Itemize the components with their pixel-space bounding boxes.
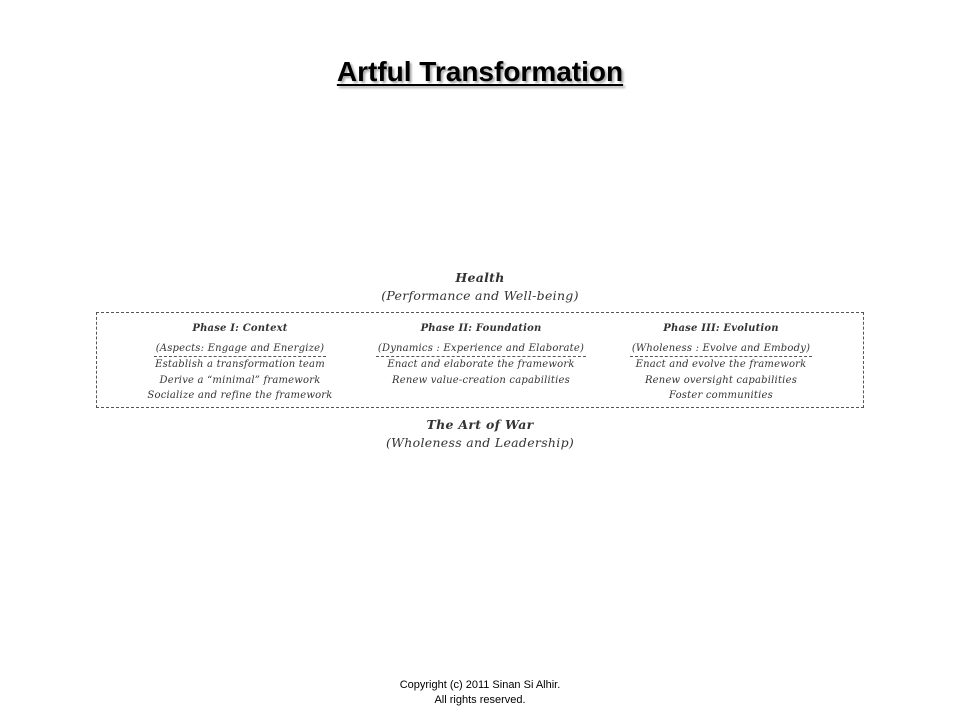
art-of-war-title: The Art of War: [426, 417, 534, 432]
phase-1-item: Socialize and refine the framework: [147, 390, 333, 401]
phase-2-item: Renew value-creation capabilities: [392, 374, 570, 386]
phase-2-column: [353, 321, 609, 388]
page-title: Artful Transformation: [336, 56, 624, 87]
copyright-line-1: Copyright (c) 2011 Sinan Si Alhir.: [399, 679, 561, 691]
phase-1-item: Derive a “minimal” framework: [159, 374, 321, 386]
phase-1-title: Phase I: Context: [192, 323, 288, 334]
phase-2-item: Enact and elaborate the framework: [387, 359, 575, 370]
phase-3-item: Renew oversight capabilities: [644, 374, 798, 386]
phase-2-subtitle: (Dynamics : Experience and Elaborate): [376, 341, 586, 357]
phases-box: [96, 312, 864, 408]
phase-2-title: Phase II: Foundation: [420, 323, 542, 334]
copyright-notice: [0, 678, 960, 708]
health-title: Health: [455, 270, 505, 285]
phase-3-title: Phase III: Evolution: [663, 323, 779, 334]
health-subtitle: (Performance and Well-being): [381, 288, 579, 303]
art-of-war-subtitle: (Wholeness and Leadership): [385, 435, 575, 450]
phase-3-item: Enact and evolve the framework: [635, 359, 807, 370]
health-label: [0, 270, 960, 303]
phase-1-subtitle: (Aspects: Engage and Energize): [154, 341, 327, 357]
art-of-war-label: [0, 417, 960, 450]
copyright-line-2: All rights reserved.: [434, 694, 526, 706]
phase-1-item: Establish a transformation team: [155, 359, 325, 370]
phase-3-item: Foster communities: [669, 390, 773, 401]
phase-3-column: [593, 321, 849, 404]
phase-3-subtitle: (Wholeness : Evolve and Embody): [630, 341, 812, 357]
phase-1-column: [112, 321, 368, 404]
